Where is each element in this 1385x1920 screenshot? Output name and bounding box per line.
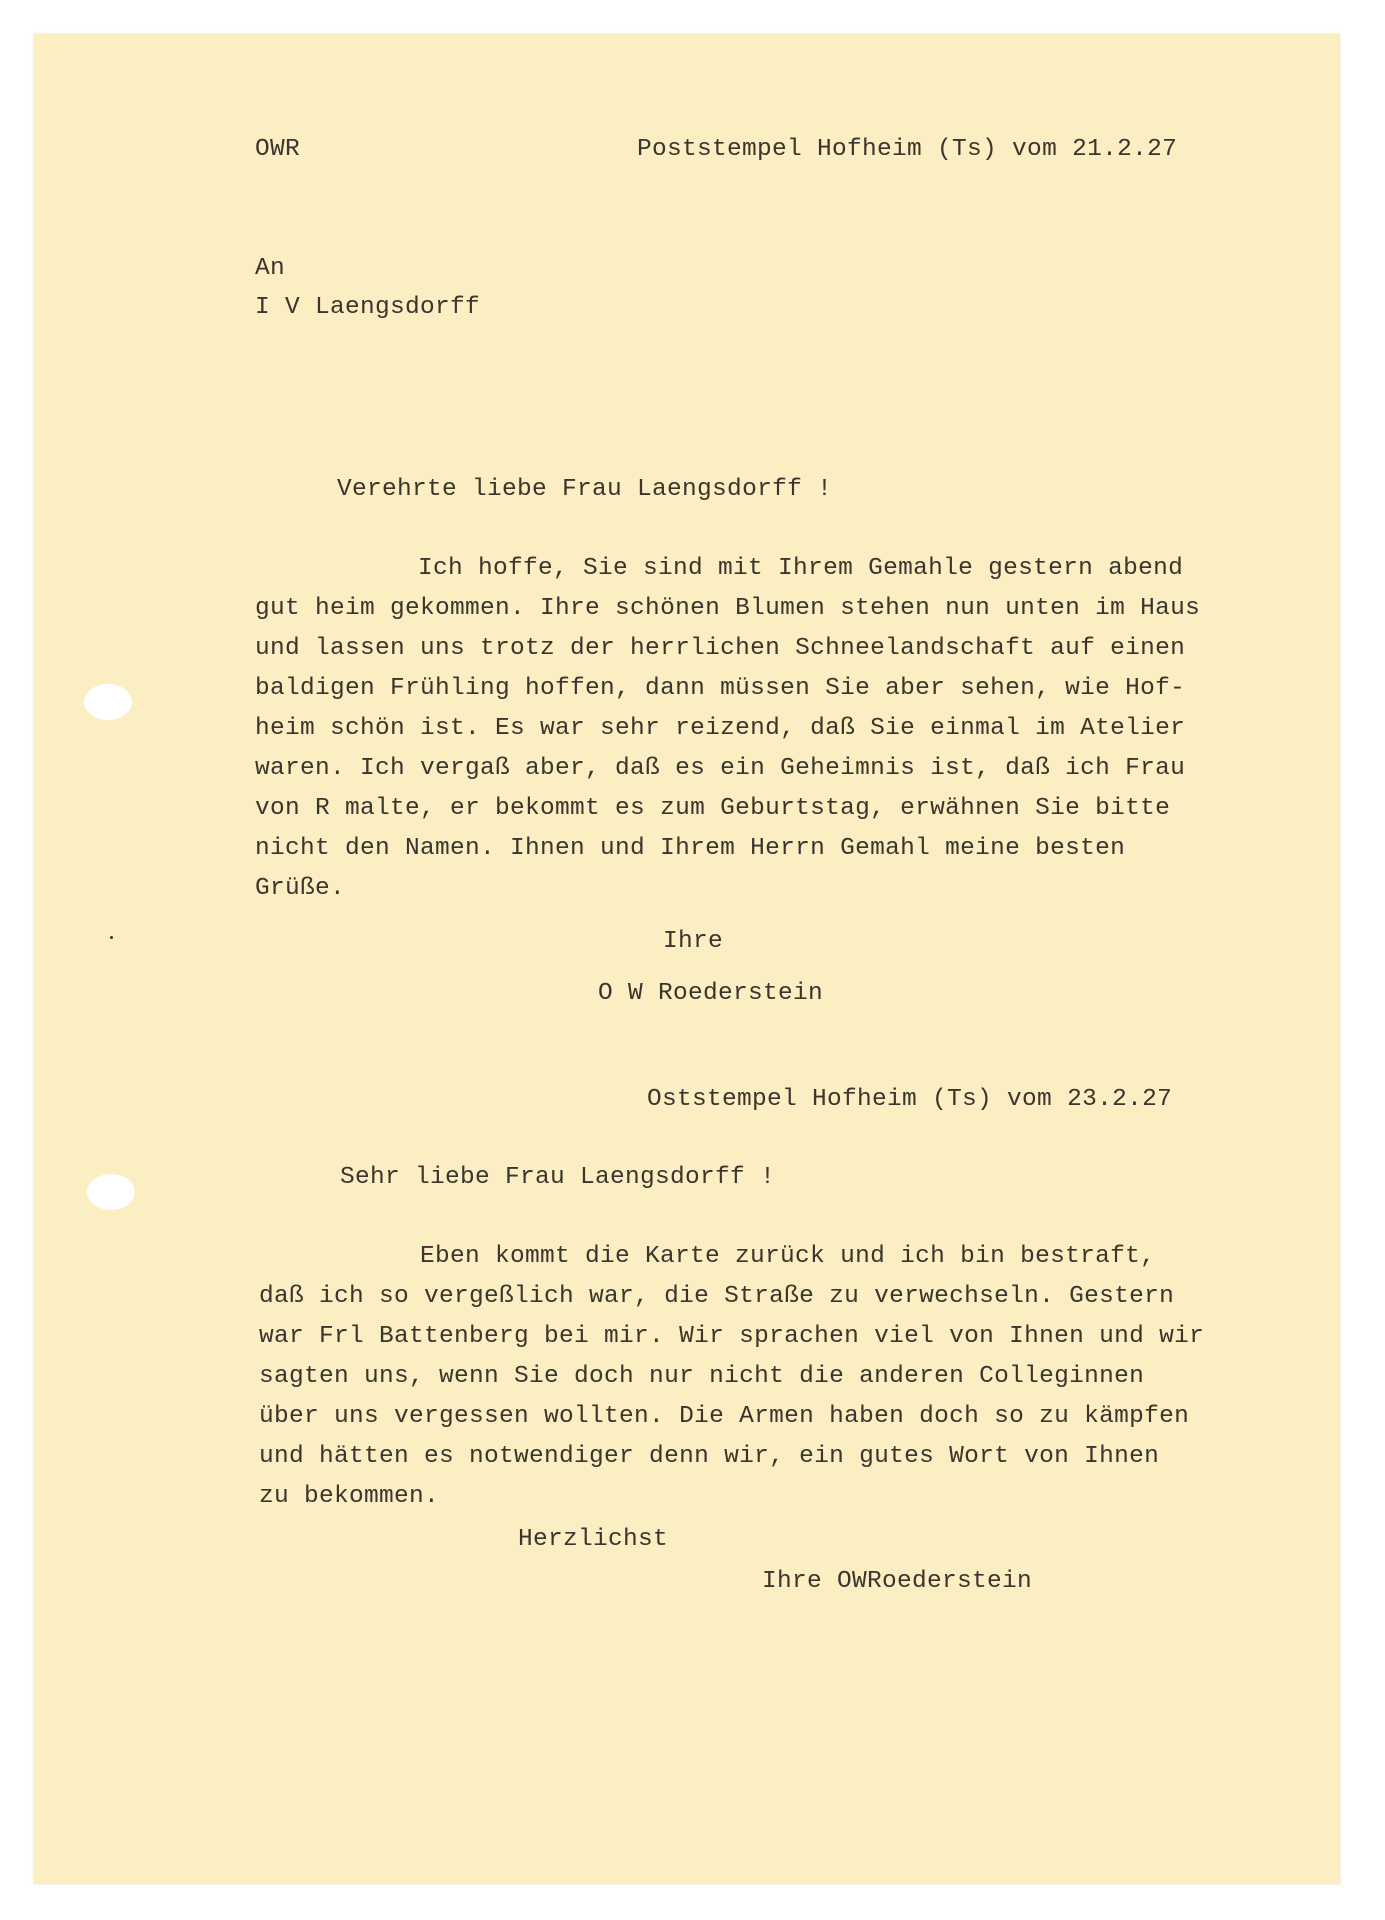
signature-1: O W Roederstein — [598, 980, 824, 1007]
letter1-body-line: baldigen Frühling hoffen, dann müssen Sie aber sehen, wie Hof- — [255, 675, 1186, 702]
letter2-body-line: und hätten es notwendiger denn wir, ein gutes Wort von Ihnen — [259, 1443, 1160, 1470]
closing-2: Herzlichst — [518, 1526, 669, 1553]
letter1-body-line: nicht den Namen. Ihnen und Ihrem Herrn Gemahl meine besten — [255, 835, 1126, 862]
punch-hole-bottom — [87, 1174, 135, 1210]
letter2-body-line: daß ich so vergeßlich war, die Straße zu verwechseln. Gestern — [259, 1283, 1175, 1310]
letter2-body-line: war Frl Battenberg bei mir. Wir sprachen viel von Ihnen und wir — [259, 1323, 1205, 1350]
letter2-body-line: sagten uns, wenn Sie doch nur nicht die anderen Colleginnen — [259, 1363, 1145, 1390]
letter1-body-line: Grüße. — [255, 875, 346, 902]
salutation-2: Sehr liebe Frau Laengsdorff ! — [340, 1164, 776, 1191]
letter2-body-line: zu bekommen. — [259, 1483, 440, 1510]
postmark-line-1: Poststempel Hofheim (Ts) vom 21.2.27 — [637, 136, 1178, 163]
recipient-label: An — [255, 255, 286, 282]
punch-hole-top — [84, 684, 132, 720]
letter1-body-line: von R malte, er bekommt es zum Geburtstag, erwähnen Sie bitte — [255, 795, 1171, 822]
letter-page — [34, 34, 1340, 1884]
signature-2: Ihre OWRoederstein — [762, 1568, 1033, 1595]
letter1-body-line: und lassen uns trotz der herrlichen Schneelandschaft auf einen — [255, 635, 1186, 662]
letter1-body-line: waren. Ich vergaß aber, daß es ein Geheimnis ist, daß ich Frau — [255, 755, 1186, 782]
letter2-body-line: Eben kommt die Karte zurück und ich bin bestraft, — [420, 1243, 1156, 1270]
recipient-name: I V Laengsdorff — [255, 294, 481, 321]
postmark-line-2: Oststempel Hofheim (Ts) vom 23.2.27 — [647, 1086, 1173, 1113]
salutation-1: Verehrte liebe Frau Laengsdorff ! — [337, 476, 833, 503]
letter1-body-line: Ich hoffe, Sie sind mit Ihrem Gemahle gestern abend — [418, 555, 1184, 582]
sender-initials: OWR — [255, 136, 301, 163]
letter2-body-line: über uns vergessen wollten. Die Armen haben doch so zu kämpfen — [259, 1403, 1190, 1430]
closing-1: Ihre — [663, 928, 724, 955]
ink-dot — [110, 936, 113, 939]
letter1-body-line: gut heim gekommen. Ihre schönen Blumen stehen nun unten im Haus — [255, 595, 1201, 622]
letter1-body-line: heim schön ist. Es war sehr reizend, daß Sie einmal im Atelier — [255, 715, 1186, 742]
